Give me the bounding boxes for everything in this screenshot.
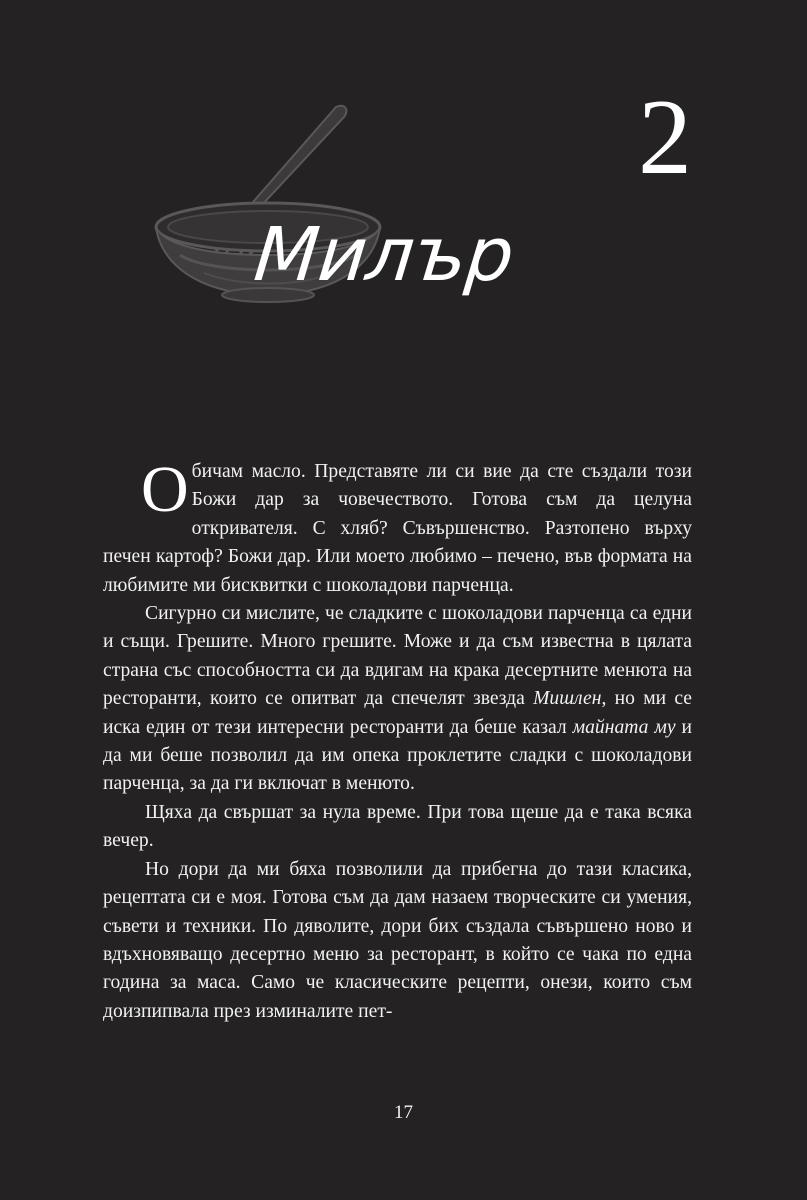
chapter-number: 2	[638, 78, 692, 197]
paragraph-2-text-c: и да ми беше позволил да им опека проклетите сладки с шоколадови парченца, за да ги включат в менюто.	[103, 716, 693, 795]
paragraph-1-text: бичам масло. Представяте ли си вие да сте създали този Божи дар за човечеството. Готова съм да целуна откривателя. С хляб? Съвършенство. Разтопено върху печен картоф? Божи дар. Или моето любимо – печено, във формата на любимите ми бисквитки с шоколадови парченца.	[103, 461, 692, 596]
chapter-title: Милър	[250, 212, 519, 298]
paragraph-3: Щяха да свършат за нула време. При това щеше да е така всяка вечер.	[103, 801, 692, 852]
paragraph-2-text-b: , но ми се иска един от тези интересни ресторанти да беше казал	[103, 688, 692, 738]
paragraph-2-text-a: Сигурно си мислите, че сладките с шоколадови парченца са едни и същи. Грешите. Много грешите. Може и да съм известна в цялата страна със способността си да вдигам на крака десертните менюта на ресторанти, които се опитват да спечелят звезда	[103, 603, 692, 710]
drop-cap: О	[141, 453, 189, 526]
paragraph-2-italic-1: Мишлен	[533, 688, 602, 710]
page-number: 17	[394, 1102, 413, 1123]
paragraph-4: Но дори да ми бяха позволили да прибегна до тази класика, рецептата си е моя. Готова съм да дам назаем творческите си умения, съвети и техники. По дяволите, дори бих създала съвършено ново и вдъхновяващо десертно меню за ресторант, в който се чака по една година за маса. Само че класическите рецепти, онези, които съм доизпипвала през изминалите пет-	[103, 858, 692, 1022]
paragraph-2-italic-2: майната му	[572, 716, 676, 738]
paragraph-2	[103, 600, 692, 799]
paragraph-1	[103, 453, 692, 600]
body-text	[103, 453, 693, 1026]
